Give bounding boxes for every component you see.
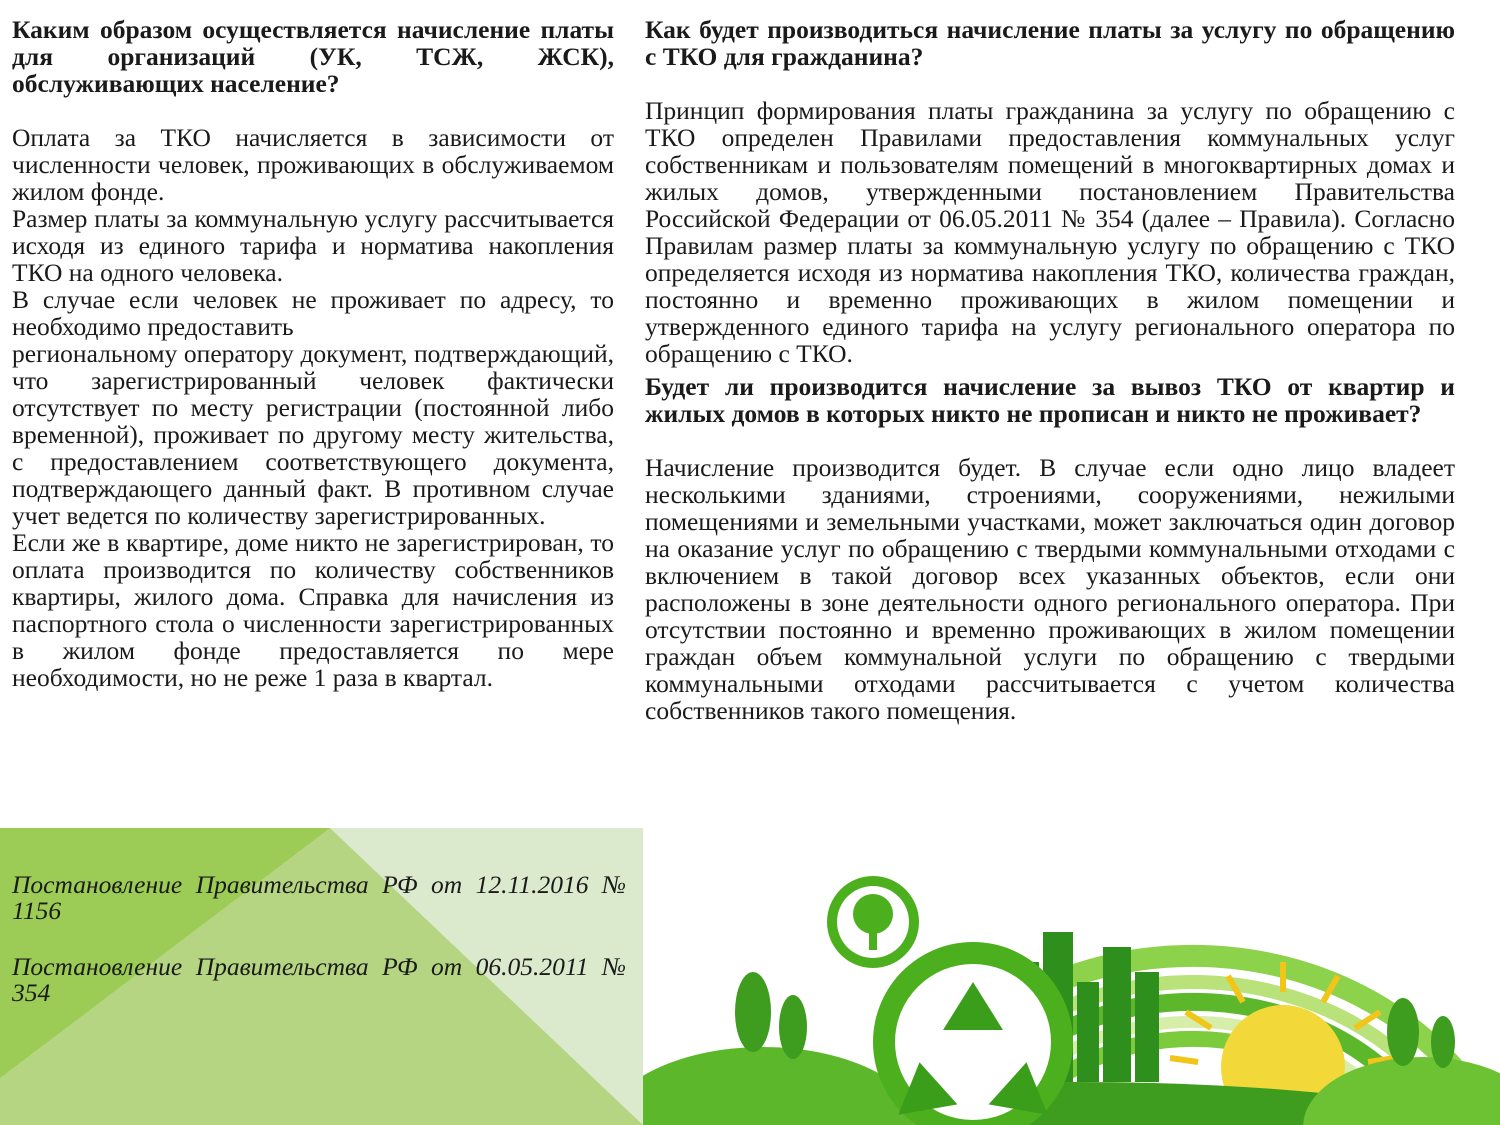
left-paragraph-3: В случае если человек не проживает по адресу, то необходимо предоставить	[12, 285, 614, 341]
reference-1: Постановление Правительства РФ от 12.11.2016 № 1156	[12, 870, 626, 925]
left-column	[12, 16, 614, 691]
left-paragraph-2: Размер платы за коммунальную услугу рассчитывается исходя из единого тарифа и норматива накопления ТКО на одного человека.	[12, 204, 614, 287]
left-heading: Каким образом осуществляется начисление платы для организаций (УК, ТСЖ, ЖСК), обслуживающих население?	[12, 15, 614, 98]
right-heading-2: Будет ли производится начисление за вывоз ТКО от квартир и жилых домов в которых никто не прописан и никто не проживает?	[645, 372, 1455, 428]
references-list	[12, 872, 626, 1006]
tree-icon	[827, 876, 919, 968]
left-paragraph-4: региональному оператору документ, подтверждающий, что зарегистрированный человек фактически отсутствует по месту регистрации (постоянной либо временной), проживает по другому месту жительства, с предоставлением соответствующего документа, подтверждающего данный факт. В противном случае учет ведется по количеству зарегистрированных.	[12, 339, 614, 530]
right-paragraph-1: Принцип формирования платы гражданина за услугу по обращению с ТКО определен Правилами предоставления коммунальных услуг собственникам и пользователям помещений в многоквартирных домах и жилых домов, утвержденными постановлением Правительства Российской Федерации от 06.05.2011 № 354 (далее – Правила). Согласно Правилам размер платы за коммунальную услугу по обращению с ТКО определяется исходя из норматива накопления ТКО, количества граждан, постоянно и временно проживающих в жилом помещении и утвержденного единого тарифа на услугу регионального оператора по обращению с ТКО.	[645, 96, 1455, 368]
right-paragraph-2: Начисление производится будет. В случае если одно лицо владеет несколькими зданиями, строениями, сооружениями, нежилыми помещениями и земельными участками, может заключаться один договор на оказание услуг по обращению с твердыми коммунальными отходами с включением в такой договор всех указанных объектов, если они расположены в зоне деятельности одного регионального оператора. При отсутствии постоянно и временно проживающих в жилом помещении граждан объем коммунальной услуги по обращению с твердыми коммунальными отходами рассчитывается с учетом количества собственников такого помещения.	[645, 453, 1455, 725]
left-paragraph-5: Если же в квартире, доме никто не зарегистрирован, то оплата производится по количеству собственников квартиры, жилого дома. Справка для начисления из паспортного стола о численности зарегистрированных в жилом фонде предоставляется по мере необходимости, но не реже 1 раза в квартал.	[12, 528, 614, 692]
right-heading-1: Как будет производиться начисление платы за услугу по обращению с ТКО для гражданина?	[645, 15, 1455, 71]
reference-2: Постановление Правительства РФ от 06.05.2011 № 354	[12, 952, 626, 1007]
left-paragraph-1: Оплата за ТКО начисляется в зависимости от численности человек, проживающих в обслуживаемом жилом фонде.	[12, 123, 614, 206]
right-column	[645, 16, 1455, 724]
eco-rainbow-illustration	[643, 812, 1500, 1125]
